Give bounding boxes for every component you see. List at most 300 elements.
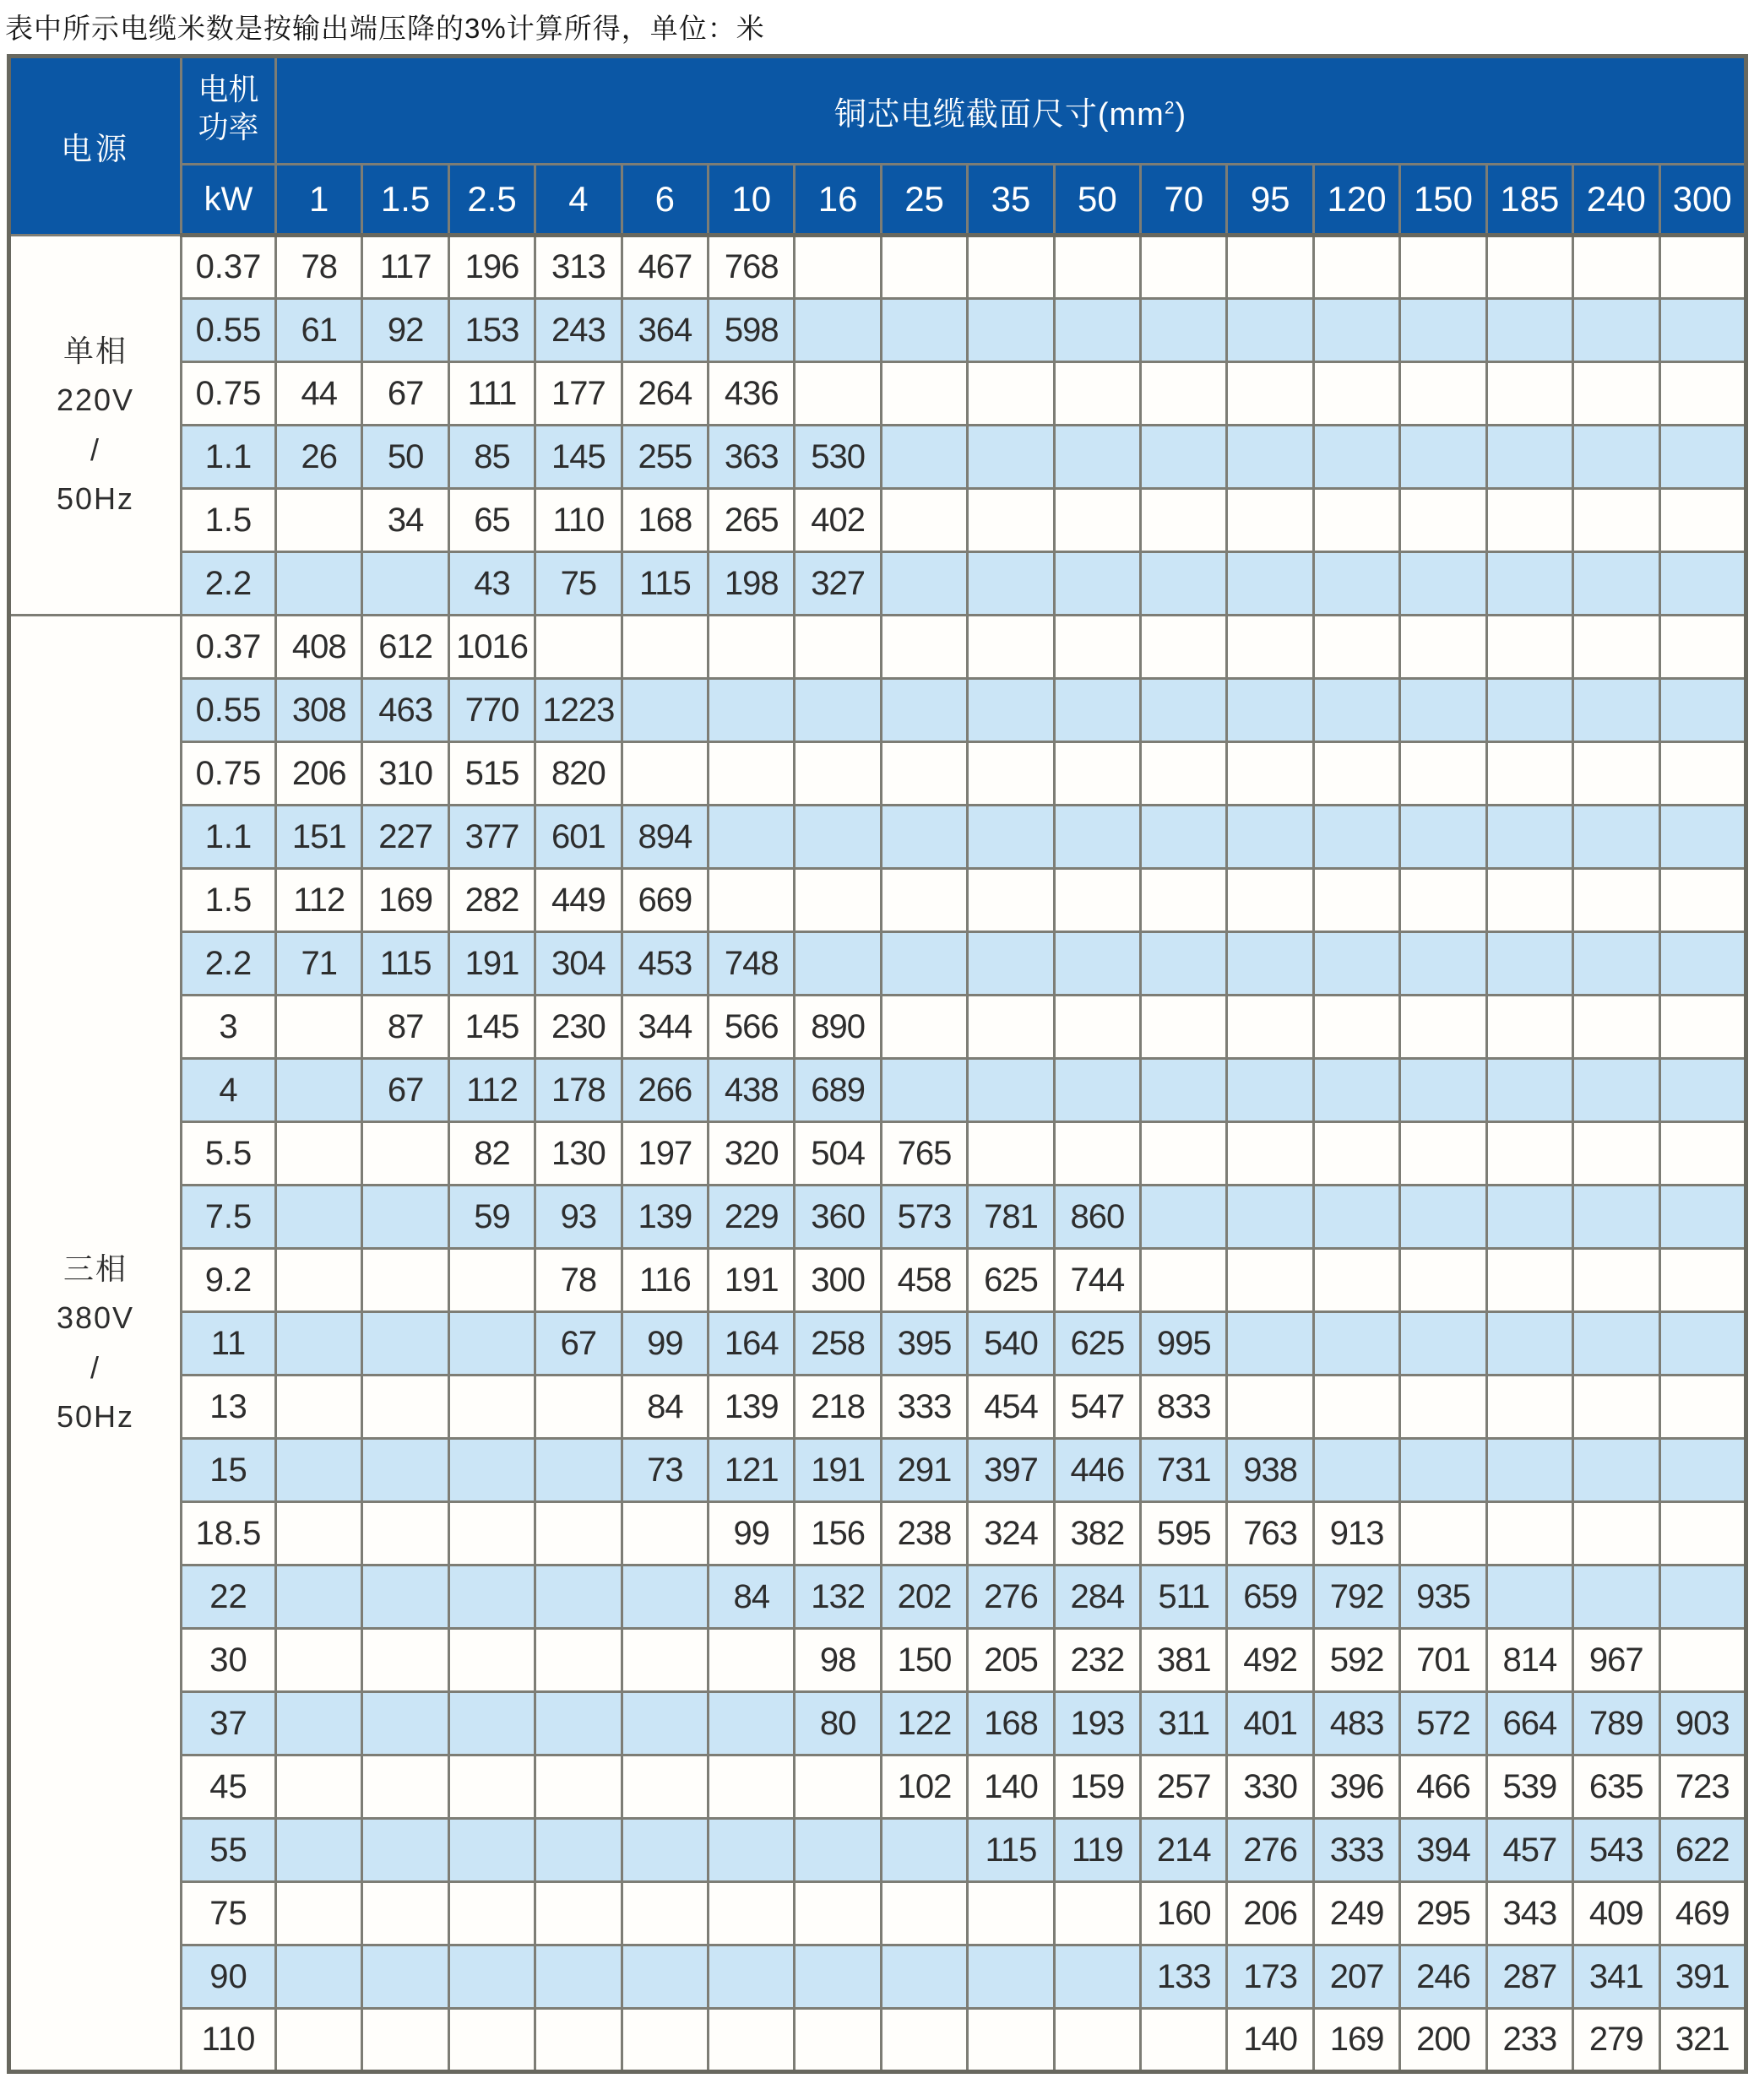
- cable-length-cell: [1573, 806, 1659, 869]
- cable-length-cell: 333: [1313, 1819, 1399, 1882]
- cable-length-cell: 612: [362, 616, 448, 679]
- cable-length-cell: [1227, 869, 1313, 932]
- cable-length-cell: [1573, 552, 1659, 616]
- cable-length-cell: 504: [795, 1122, 881, 1186]
- motor-power-value: 1.1: [182, 426, 276, 489]
- cable-length-cell: [362, 1566, 448, 1629]
- cable-length-cell: [1573, 1312, 1659, 1376]
- cable-length-cell: 227: [362, 806, 448, 869]
- cable-length-cell: [1141, 869, 1227, 932]
- cable-length-cell: [1227, 299, 1313, 362]
- cable-length-cell: 177: [535, 362, 622, 426]
- cable-length-cell: 264: [622, 362, 708, 426]
- cable-length-cell: [1054, 1059, 1140, 1122]
- cable-length-cell: 598: [709, 299, 795, 362]
- table-header: [9, 57, 1746, 236]
- cable-length-cell: [968, 552, 1054, 616]
- cable-length-cell: [968, 1945, 1054, 2009]
- cable-length-cell: 130: [535, 1122, 622, 1186]
- cable-length-cell: 466: [1400, 1755, 1486, 1819]
- cable-length-cell: [968, 932, 1054, 996]
- header-size-185: 185: [1486, 165, 1572, 236]
- cable-length-cell: [1400, 236, 1486, 299]
- cable-length-cell: 492: [1227, 1629, 1313, 1692]
- cable-length-cell: [448, 1502, 535, 1566]
- cable-length-cell: [362, 1945, 448, 2009]
- cable-length-cell: [881, 489, 967, 552]
- cable-length-cell: 635: [1573, 1755, 1659, 1819]
- cable-length-cell: 71: [276, 932, 362, 996]
- cable-length-cell: [1313, 362, 1399, 426]
- cable-length-cell: [881, 616, 967, 679]
- motor-power-value: 0.55: [182, 299, 276, 362]
- table-row: [9, 1376, 1746, 1439]
- cable-length-cell: 467: [622, 236, 708, 299]
- cable-length-cell: [1573, 616, 1659, 679]
- cable-length-cell: [709, 1945, 795, 2009]
- cable-length-cell: [1141, 806, 1227, 869]
- cable-length-cell: [1400, 426, 1486, 489]
- cable-length-cell: 601: [535, 806, 622, 869]
- cable-length-cell: 304: [535, 932, 622, 996]
- cable-length-cell: 566: [709, 996, 795, 1059]
- table-row: [9, 2009, 1746, 2072]
- cable-length-cell: [1573, 1502, 1659, 1566]
- cable-length-cell: 243: [535, 299, 622, 362]
- cable-length-cell: [881, 742, 967, 806]
- cable-length-cell: [1141, 742, 1227, 806]
- cable-length-cell: 894: [622, 806, 708, 869]
- cable-length-cell: 198: [709, 552, 795, 616]
- cable-length-cell: 61: [276, 299, 362, 362]
- cable-length-cell: 343: [1486, 1882, 1572, 1945]
- cable-length-cell: 43: [448, 552, 535, 616]
- cable-length-cell: [1400, 1186, 1486, 1249]
- table-row: [9, 742, 1746, 806]
- cable-length-cell: [1486, 932, 1572, 996]
- header-size-150: 150: [1400, 165, 1486, 236]
- cable-length-cell: [968, 806, 1054, 869]
- cable-length-cell: [622, 2009, 708, 2072]
- cable-length-cell: [968, 996, 1054, 1059]
- cable-length-cell: [1659, 679, 1746, 742]
- cable-length-cell: 249: [1313, 1882, 1399, 1945]
- cable-length-cell: 360: [795, 1186, 881, 1249]
- motor-power-value: 13: [182, 1376, 276, 1439]
- cable-length-cell: [535, 1566, 622, 1629]
- cable-length-cell: [1227, 1122, 1313, 1186]
- cable-length-cell: 164: [709, 1312, 795, 1376]
- cable-length-cell: 572: [1400, 1692, 1486, 1755]
- cable-length-cell: [1486, 742, 1572, 806]
- cable-length-cell: 438: [709, 1059, 795, 1122]
- table-row: [9, 1312, 1746, 1376]
- cable-length-cell: [1573, 299, 1659, 362]
- cable-length-cell: [1400, 1059, 1486, 1122]
- motor-power-value: 1.1: [182, 806, 276, 869]
- cable-length-cell: [1054, 552, 1140, 616]
- cable-length-cell: 282: [448, 869, 535, 932]
- table-row: [9, 996, 1746, 1059]
- motor-power-value: 2.2: [182, 552, 276, 616]
- cable-length-cell: [1054, 426, 1140, 489]
- cable-length-cell: 938: [1227, 1439, 1313, 1502]
- cable-length-cell: 291: [881, 1439, 967, 1502]
- cable-length-cell: 768: [709, 236, 795, 299]
- cable-length-cell: [1486, 616, 1572, 679]
- cable-length-cell: 449: [535, 869, 622, 932]
- table-row: [9, 1439, 1746, 1502]
- table-row: [9, 1692, 1746, 1755]
- cable-length-cell: 197: [622, 1122, 708, 1186]
- cable-length-cell: 59: [448, 1186, 535, 1249]
- cable-length-cell: [535, 1692, 622, 1755]
- cable-length-cell: [1141, 1059, 1227, 1122]
- motor-power-value: 0.37: [182, 236, 276, 299]
- cable-length-cell: 820: [535, 742, 622, 806]
- cable-length-cell: 132: [795, 1566, 881, 1629]
- cable-length-cell: [1659, 426, 1746, 489]
- cable-length-cell: 173: [1227, 1945, 1313, 2009]
- table-row: [9, 299, 1746, 362]
- cable-length-cell: 364: [622, 299, 708, 362]
- cable-length-cell: [1659, 1376, 1746, 1439]
- header-size-95: 95: [1227, 165, 1313, 236]
- cable-length-cell: [1573, 932, 1659, 996]
- cable-length-cell: 457: [1486, 1819, 1572, 1882]
- cable-length-cell: [1659, 1249, 1746, 1312]
- motor-power-value: 5.5: [182, 1122, 276, 1186]
- cable-length-cell: [709, 2009, 795, 2072]
- cable-length-cell: 93: [535, 1186, 622, 1249]
- header-size-300: 300: [1659, 165, 1746, 236]
- cable-length-cell: 191: [795, 1439, 881, 1502]
- cable-length-cell: 833: [1141, 1376, 1227, 1439]
- cable-length-cell: [276, 1122, 362, 1186]
- cable-length-cell: [1400, 299, 1486, 362]
- cable-length-cell: 102: [881, 1755, 967, 1819]
- cable-length-cell: [881, 932, 967, 996]
- cable-length-cell: 530: [795, 426, 881, 489]
- cable-length-cell: [1227, 1312, 1313, 1376]
- cable-length-cell: [1400, 806, 1486, 869]
- cable-length-cell: 469: [1659, 1882, 1746, 1945]
- cable-length-cell: [276, 1502, 362, 1566]
- cable-length-cell: [1400, 932, 1486, 996]
- cable-length-cell: 99: [622, 1312, 708, 1376]
- cable-length-cell: [1573, 426, 1659, 489]
- cable-length-cell: 935: [1400, 1566, 1486, 1629]
- cable-length-cell: 814: [1486, 1629, 1572, 1692]
- cable-length-cell: 748: [709, 932, 795, 996]
- cable-length-cell: [362, 1819, 448, 1882]
- cable-length-cell: 67: [362, 1059, 448, 1122]
- cable-length-cell: 160: [1141, 1882, 1227, 1945]
- cable-length-cell: [362, 1312, 448, 1376]
- motor-power-value: 0.75: [182, 742, 276, 806]
- power-source-label-line: /: [90, 431, 100, 467]
- cable-length-cell: 200: [1400, 2009, 1486, 2072]
- cable-length-cell: [1486, 1249, 1572, 1312]
- cable-length-cell: 321: [1659, 2009, 1746, 2072]
- power-source-label-line: 50Hz: [56, 480, 135, 516]
- cable-length-cell: [622, 616, 708, 679]
- motor-power-value: 75: [182, 1882, 276, 1945]
- cable-length-cell: 903: [1659, 1692, 1746, 1755]
- motor-power-value: 30: [182, 1629, 276, 1692]
- cable-length-cell: [1141, 932, 1227, 996]
- cable-length-cell: [1659, 1566, 1746, 1629]
- cable-length-cell: [1573, 1439, 1659, 1502]
- cable-length-cell: [1313, 1122, 1399, 1186]
- cable-length-cell: 145: [448, 996, 535, 1059]
- cable-length-cell: [276, 1059, 362, 1122]
- cable-length-cell: 454: [968, 1376, 1054, 1439]
- cable-length-cell: [881, 299, 967, 362]
- cable-length-cell: [1313, 1376, 1399, 1439]
- cable-length-cell: 84: [622, 1376, 708, 1439]
- cable-length-cell: [881, 1945, 967, 2009]
- cable-length-cell: [276, 552, 362, 616]
- motor-power-value: 1.5: [182, 489, 276, 552]
- cable-length-cell: 310: [362, 742, 448, 806]
- motor-power-value: 4: [182, 1059, 276, 1122]
- cable-length-cell: 396: [1313, 1755, 1399, 1819]
- cable-length-cell: 324: [968, 1502, 1054, 1566]
- cable-length-cell: [1227, 932, 1313, 996]
- cable-length-cell: 395: [881, 1312, 967, 1376]
- cable-length-cell: [1486, 1502, 1572, 1566]
- cable-length-cell: 168: [968, 1692, 1054, 1755]
- cable-length-cell: 320: [709, 1122, 795, 1186]
- cable-length-cell: [968, 489, 1054, 552]
- cable-length-cell: 789: [1573, 1692, 1659, 1755]
- cable-length-cell: [276, 1882, 362, 1945]
- cable-length-cell: 44: [276, 362, 362, 426]
- cable-length-cell: [276, 1186, 362, 1249]
- cable-length-cell: [709, 679, 795, 742]
- cable-length-cell: [1054, 742, 1140, 806]
- cable-length-cell: [1659, 1629, 1746, 1692]
- cable-length-cell: 169: [362, 869, 448, 932]
- cable-length-cell: [1054, 616, 1140, 679]
- cable-length-cell: [276, 1755, 362, 1819]
- cable-length-cell: [362, 552, 448, 616]
- cable-length-cell: 330: [1227, 1755, 1313, 1819]
- cable-length-cell: [1054, 362, 1140, 426]
- cable-length-cell: 75: [535, 552, 622, 616]
- cable-length-cell: [795, 742, 881, 806]
- cable-length-cell: 295: [1400, 1882, 1486, 1945]
- table-row: [9, 869, 1746, 932]
- page-title: 表中所示电缆米数是按输出端压降的3%计算所得，单位：米: [5, 13, 765, 44]
- cable-length-cell: 770: [448, 679, 535, 742]
- cable-length-cell: 402: [795, 489, 881, 552]
- cable-length-cell: 26: [276, 426, 362, 489]
- cable-length-cell: [1486, 362, 1572, 426]
- cable-length-cell: [1313, 806, 1399, 869]
- cable-length-cell: 397: [968, 1439, 1054, 1502]
- cable-length-cell: 363: [709, 426, 795, 489]
- cable-length-cell: 731: [1141, 1439, 1227, 1502]
- header-kw-unit: kW: [182, 165, 276, 236]
- cable-length-cell: 80: [795, 1692, 881, 1755]
- cable-length-cell: 238: [881, 1502, 967, 1566]
- cable-length-cell: [881, 1059, 967, 1122]
- cable-length-cell: [1659, 236, 1746, 299]
- cable-length-cell: [795, 806, 881, 869]
- cable-length-cell: [795, 932, 881, 996]
- cable-length-cell: 150: [881, 1629, 967, 1692]
- cable-length-cell: [1659, 1059, 1746, 1122]
- cable-length-cell: [622, 1502, 708, 1566]
- cable-length-cell: 191: [448, 932, 535, 996]
- cable-length-cell: [881, 552, 967, 616]
- cable-length-cell: [968, 2009, 1054, 2072]
- cable-length-cell: [968, 426, 1054, 489]
- cable-length-cell: [1486, 1312, 1572, 1376]
- cable-length-cell: [448, 1566, 535, 1629]
- cable-length-cell: [1141, 679, 1227, 742]
- header-size-6: 6: [622, 165, 708, 236]
- cable-length-cell: [622, 1945, 708, 2009]
- cable-length-cell: [276, 489, 362, 552]
- table-row: [9, 1502, 1746, 1566]
- cable-length-cell: [1573, 869, 1659, 932]
- cable-length-cell: [622, 1692, 708, 1755]
- cable-length-cell: [1227, 362, 1313, 426]
- cable-length-cell: [1313, 1312, 1399, 1376]
- cable-length-cell: 139: [622, 1186, 708, 1249]
- cable-length-cell: 723: [1659, 1755, 1746, 1819]
- cable-length-cell: [535, 1945, 622, 2009]
- table-row: [9, 1882, 1746, 1945]
- cable-length-cell: 255: [622, 426, 708, 489]
- cable-length-cell: [968, 299, 1054, 362]
- cable-length-cell: 1016: [448, 616, 535, 679]
- cable-length-cell: [1141, 489, 1227, 552]
- cable-length-cell: 178: [535, 1059, 622, 1122]
- cable-length-cell: [1141, 2009, 1227, 2072]
- cable-length-cell: [1486, 1376, 1572, 1439]
- cable-length-cell: 377: [448, 806, 535, 869]
- cable-length-cell: [362, 1439, 448, 1502]
- cable-length-cell: [1227, 1249, 1313, 1312]
- header-size-50: 50: [1054, 165, 1140, 236]
- cable-length-cell: [535, 1755, 622, 1819]
- cable-length-cell: [709, 806, 795, 869]
- motor-power-value: 110: [182, 2009, 276, 2072]
- cable-length-cell: [1054, 1882, 1140, 1945]
- cable-length-cell: [1573, 742, 1659, 806]
- cable-length-cell: [362, 1502, 448, 1566]
- cable-length-cell: [1227, 996, 1313, 1059]
- cable-length-cell: 87: [362, 996, 448, 1059]
- cable-length-cell: [1400, 1249, 1486, 1312]
- cable-length-cell: [1400, 996, 1486, 1059]
- cable-length-cell: [362, 1122, 448, 1186]
- cable-length-cell: 50: [362, 426, 448, 489]
- cable-length-cell: [1313, 426, 1399, 489]
- cable-length-cell: 206: [1227, 1882, 1313, 1945]
- cable-length-cell: [795, 869, 881, 932]
- cable-length-cell: [1573, 489, 1659, 552]
- cable-length-cell: 463: [362, 679, 448, 742]
- cable-length-cell: [881, 806, 967, 869]
- cable-length-cell: [276, 1376, 362, 1439]
- motor-power-value: 18.5: [182, 1502, 276, 1566]
- cable-length-cell: [622, 1755, 708, 1819]
- cable-length-cell: [1400, 489, 1486, 552]
- cable-length-cell: 193: [1054, 1692, 1140, 1755]
- motor-power-value: 11: [182, 1312, 276, 1376]
- cable-length-cell: [1486, 1059, 1572, 1122]
- cable-length-cell: 159: [1054, 1755, 1140, 1819]
- cable-length-cell: [1659, 742, 1746, 806]
- cable-length-cell: 483: [1313, 1692, 1399, 1755]
- cable-length-cell: [1400, 552, 1486, 616]
- power-source-label-line: 380V: [56, 1300, 135, 1336]
- motor-power-value: 55: [182, 1819, 276, 1882]
- cable-length-cell: [709, 1819, 795, 1882]
- cable-length-cell: 659: [1227, 1566, 1313, 1629]
- cable-length-cell: [535, 1819, 622, 1882]
- table-row: [9, 489, 1746, 552]
- cable-length-cell: [1141, 616, 1227, 679]
- cable-length-cell: 401: [1227, 1692, 1313, 1755]
- cable-length-cell: 279: [1573, 2009, 1659, 2072]
- cable-length-cell: 191: [709, 1249, 795, 1312]
- cable-length-cell: [1659, 869, 1746, 932]
- cable-length-cell: [881, 1819, 967, 1882]
- cable-length-cell: [276, 1819, 362, 1882]
- cable-length-cell: [1054, 932, 1140, 996]
- cable-length-cell: [535, 1439, 622, 1502]
- cable-length-cell: [1573, 1122, 1659, 1186]
- cable-length-cell: 781: [968, 1186, 1054, 1249]
- cable-length-cell: [448, 1819, 535, 1882]
- cable-length-cell: [535, 1502, 622, 1566]
- cable-length-cell: [448, 1312, 535, 1376]
- cable-length-cell: 284: [1054, 1566, 1140, 1629]
- cable-length-cell: 276: [1227, 1819, 1313, 1882]
- motor-power-value: 0.75: [182, 362, 276, 426]
- cable-length-cell: [1227, 742, 1313, 806]
- cable-length-cell: [1400, 742, 1486, 806]
- cable-length-cell: [1486, 236, 1572, 299]
- cable-length-cell: 436: [709, 362, 795, 426]
- cable-length-cell: [968, 616, 1054, 679]
- motor-power-value: 0.55: [182, 679, 276, 742]
- cable-length-cell: [1054, 1945, 1140, 2009]
- cable-length-cell: 744: [1054, 1249, 1140, 1312]
- cable-length-cell: [1486, 996, 1572, 1059]
- cable-length-cell: 121: [709, 1439, 795, 1502]
- cable-length-cell: [1400, 1502, 1486, 1566]
- header-size-2.5: 2.5: [448, 165, 535, 236]
- cable-length-cell: [276, 996, 362, 1059]
- power-source-label-line: 220V: [56, 383, 135, 418]
- table-row: [9, 616, 1746, 679]
- cable-length-cell: [622, 1566, 708, 1629]
- cable-length-cell: [795, 1945, 881, 2009]
- cable-length-cell: 394: [1400, 1819, 1486, 1882]
- cable-length-cell: 995: [1141, 1312, 1227, 1376]
- cable-length-cell: 287: [1486, 1945, 1572, 2009]
- cable-length-cell: 625: [968, 1249, 1054, 1312]
- table-row: [9, 1249, 1746, 1312]
- cable-length-cell: [1054, 236, 1140, 299]
